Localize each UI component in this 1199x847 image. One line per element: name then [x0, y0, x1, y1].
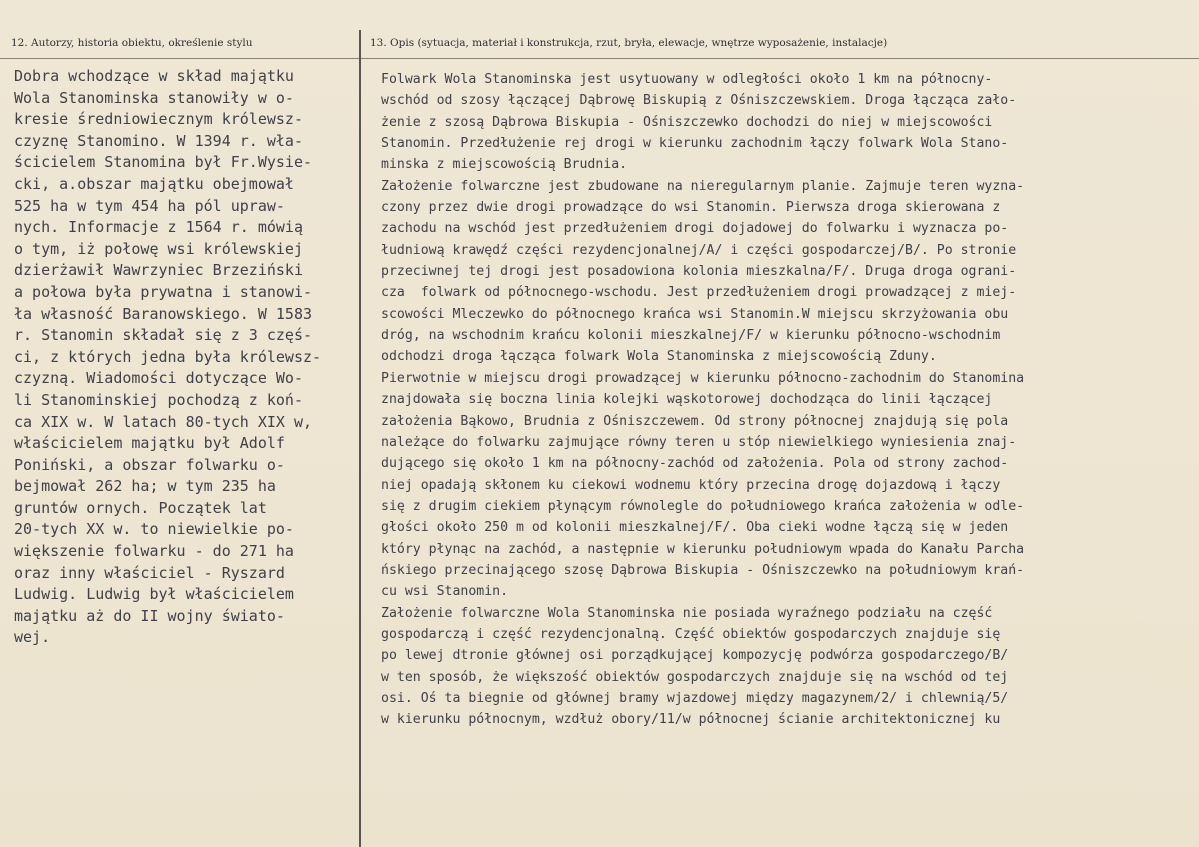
section-12-header: 12. Autorzy, historia obiektu, określenie stylu: [11, 37, 253, 49]
history-text-line: ci, z których jedna była królewsz-: [14, 347, 322, 366]
description-text-line: który płynąc na zachód, a następnie w kierunku południowym wpada do Kanału Parcha: [381, 541, 1025, 557]
history-text-line: a połowa była prywatna i stanowi-: [14, 282, 313, 301]
history-text-line: kresie średniowiecznym królewsz-: [14, 110, 303, 129]
history-text-line: gruntów ornych. Początek lat: [14, 498, 267, 517]
history-text-line: 525 ha w tym 454 ha pól upraw-: [14, 196, 285, 215]
description-text-line: ńskiego przecinającego szosę Dąbrowa Biskupia - Ośniszczewko na południowym krań-: [381, 562, 1025, 578]
description-text-line: się z drugim ciekiem płynącym równolegle do południowego krańca założenia w odle-: [381, 498, 1025, 514]
history-text-line: właścicielem majątku był Adolf: [14, 434, 285, 453]
description-text-line: w kierunku północnym, wzdłuż obory/11/w północnej ścianie architektonicznej ku: [381, 712, 1001, 728]
description-text-line: cza folwark od północnego-wschodu. Jest przedłużeniem drogi prowadzącej z miej-: [381, 285, 1017, 301]
column-divider: [359, 30, 361, 847]
history-text-line: Wola Stanominska stanowiły w o-: [14, 88, 294, 107]
history-text-line: większenie folwarku - do 271 ha: [14, 542, 294, 561]
description-text-line: wschód od szosy łączącej Dąbrowę Biskupią z Ośniszczewskiem. Droga łącząca zało-: [381, 93, 1017, 109]
description-text-line: zachodu na wschód jest przedłużeniem drogi dojadowej do folwarku i wyznacza po-: [381, 221, 1009, 237]
history-text-line: ła własność Baranowskiego. W 1583: [14, 304, 313, 323]
description-text-line: przeciwnej tej drogi jest posadowiona kolonia mieszkalna/F/. Druga droga ograni-: [381, 264, 1017, 280]
description-text-line: w ten sposób, że większość obiektów gospodarczych znajduje się na wschód od tej: [381, 669, 1009, 685]
description-text-line: niej opadają skłonem ku ciekowi wodnemu który przecina drogę dojazdową i łączy: [381, 477, 1001, 493]
history-text-line: 20-tych XX w. to niewielkie po-: [14, 520, 294, 539]
description-text-line: znajdowała się boczna linia kolejki wąskotorowej dochodząca do linii łączącej: [381, 392, 993, 408]
description-text-line: odchodzi droga łącząca folwark Wola Stanominska z miejscowością Zduny.: [381, 349, 937, 365]
history-text-line: o tym, iż połowę wsi królewskiej: [14, 239, 303, 258]
history-text-line: Dobra wchodzące w skład majątku: [14, 67, 294, 85]
description-text-line: dróg, na wschodnim krańcu kolonii mieszkalnej/F/ w kierunku północno-wschodnim: [381, 328, 1001, 344]
history-text-column: [14, 66, 321, 649]
description-text-line: cu wsi Stanomin.: [381, 584, 509, 600]
description-text-line: dującego się około 1 km na północny-zachód od założenia. Pola od strony zachod-: [381, 456, 1009, 472]
description-text-line: po lewej dtronie głównej osi porządkującej kompozycję podwórza gospodarczego/B/: [381, 648, 1009, 664]
description-text-line: Stanomin. Przedłużenie rej drogi w kierunku zachodnim łączy folwark Wola Stano-: [381, 136, 1009, 152]
description-text-line: gospodarczą i część rezydencjonalną. Część obiektów gospodarczych znajduje się: [381, 626, 1001, 642]
description-text-line: Założenie folwarczne Wola Stanominska nie posiada wyraźnego podziału na część: [381, 605, 993, 621]
header-divider: [0, 58, 1199, 59]
history-text-line: r. Stanomin składał się z 3 częś-: [14, 326, 313, 345]
description-text-line: Folwark Wola Stanominska jest usytuowany w odległości około 1 km na północny-: [381, 72, 993, 87]
history-text-line: majątku aż do II wojny świato-: [14, 606, 285, 625]
description-text-line: łudniową krawędź części rezydencjonalnej/A/ i części gospodarczej/B/. Po stronie: [381, 242, 1017, 258]
history-text-line: czyznę Stanomino. W 1394 r. wła-: [14, 131, 303, 150]
description-text-line: Pierwotnie w miejscu drogi prowadzącej w kierunku północno-zachodnim do Stanomina: [381, 370, 1025, 386]
description-text-line: żenie z szosą Dąbrowa Biskupia - Ośniszczewko dochodzi do niej w miejscowości: [381, 114, 993, 130]
description-text-line: osi. Oś ta biegnie od głównej bramy wjazdowej między magazynem/2/ i chlewnią/5/: [381, 690, 1009, 706]
history-text-line: dzierżawił Wawrzyniec Brzeziński: [14, 261, 303, 280]
history-text-line: Ludwig. Ludwig był właścicielem: [14, 585, 294, 604]
section-13-header: 13. Opis (sytuacja, materiał i konstrukcja, rzut, bryła, elewacje, wnętrze wyposażenie, instalacje): [370, 37, 888, 49]
description-text-line: scowości Mleczewko do północnego krańca wsi Stanomin.W miejscu skrzyżowania obu: [381, 306, 1009, 322]
description-text-line: należące do folwarku zajmujące równy teren u stóp niewielkiego wyniesienia znaj-: [381, 434, 1017, 450]
description-text-column: [381, 69, 1024, 731]
description-text-line: Założenie folwarczne jest zbudowane na nieregularnym planie. Zajmuje teren wyzna-: [381, 178, 1025, 194]
description-text-line: minska z miejscowością Brudnia.: [381, 157, 628, 173]
history-text-line: Poniński, a obszar folwarku o-: [14, 455, 285, 474]
history-text-line: li Stanominskiej pochodzą z koń-: [14, 390, 303, 409]
history-text-line: ścicielem Stanomina był Fr.Wysie-: [14, 153, 313, 172]
history-text-line: ca XIX w. W latach 80-tych XIX w,: [14, 412, 313, 431]
history-text-line: cki, a.obszar majątku obejmował: [14, 174, 294, 193]
history-text-line: czyzną. Wiadomości dotyczące Wo-: [14, 369, 303, 388]
history-text-line: nych. Informacje z 1564 r. mówią: [14, 218, 303, 237]
description-text-line: założenia Bąkowo, Brudnia z Ośniszczewem. Od strony północnej znajdują się pola: [381, 413, 1009, 429]
history-text-line: bejmował 262 ha; w tym 235 ha: [14, 477, 276, 496]
description-text-line: głości około 250 m od kolonii mieszkalnej/F/. Oba cieki wodne łączą się w jeden: [381, 520, 1009, 536]
description-text-line: czony przez dwie drogi prowadzące do wsi Stanomin. Pierwsza droga skierowana z: [381, 200, 1001, 216]
history-text-line: oraz inny właściciel - Ryszard: [14, 563, 285, 582]
history-text-line: wej.: [14, 628, 51, 647]
